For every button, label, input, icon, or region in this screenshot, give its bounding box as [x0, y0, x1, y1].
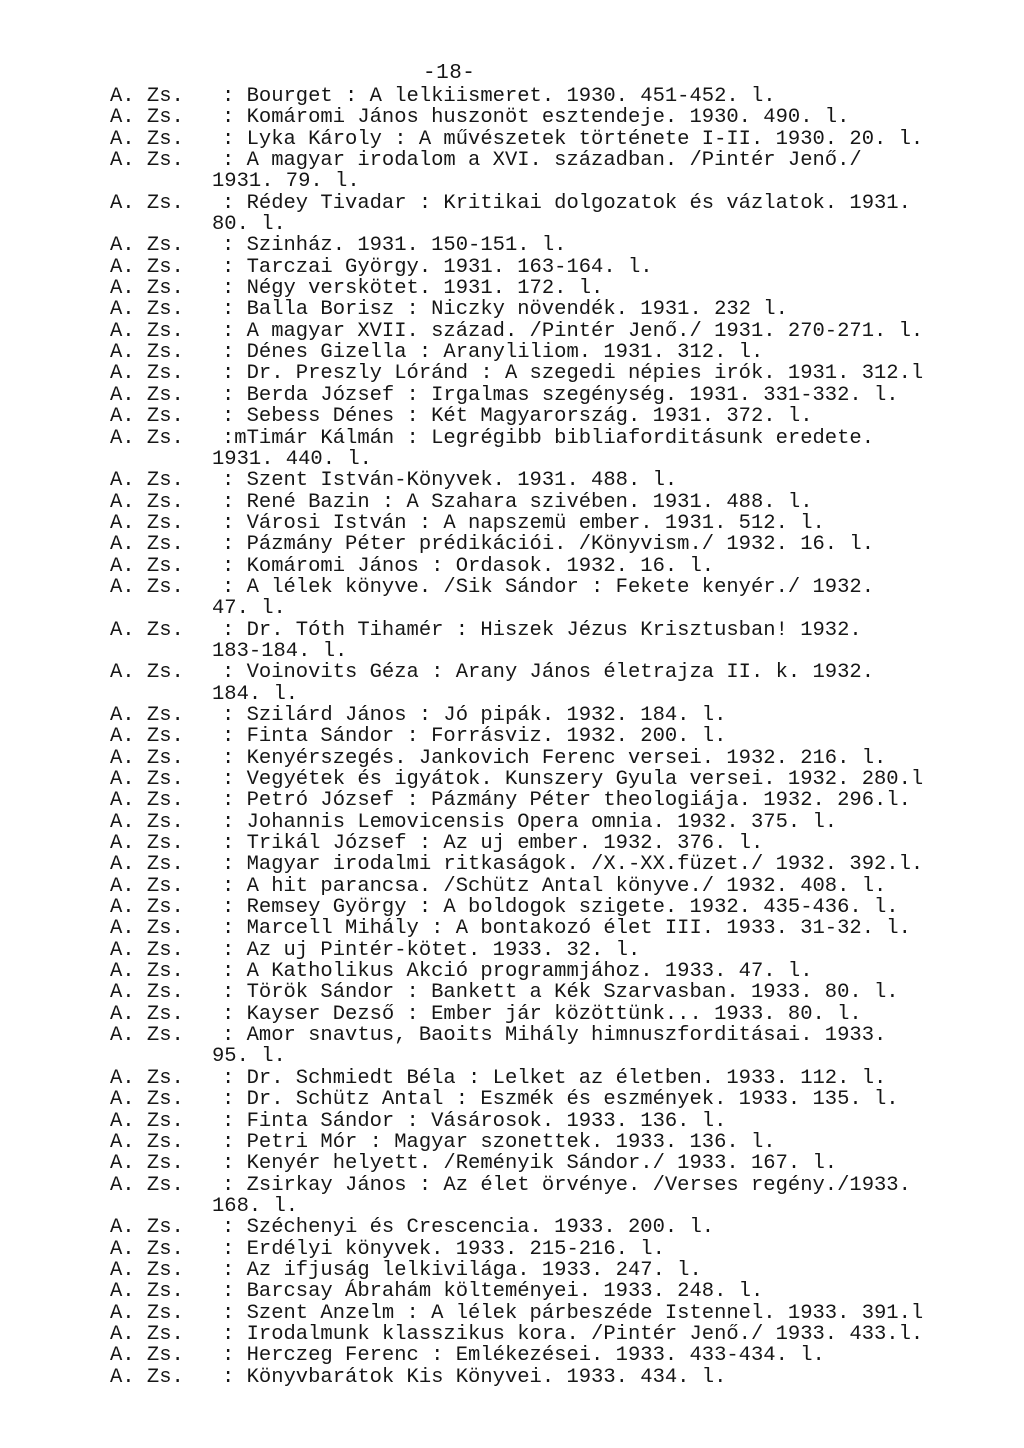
- page-number: -18-: [423, 62, 476, 85]
- entry-author: A. Zs.: [110, 618, 184, 642]
- bibliography-entry: [110, 193, 1010, 214]
- entry-continuation: 183-184. l.: [212, 639, 348, 663]
- bibliography-entry: [110, 1111, 1010, 1132]
- entry-text: : Szilárd János : Jó pipák. 1932. 184. l.: [222, 703, 727, 727]
- entry-text: : Széchenyi és Crescencia. 1933. 200. l.: [222, 1216, 715, 1240]
- entry-author: A. Zs.: [110, 1173, 184, 1197]
- entry-author: A. Zs.: [110, 277, 184, 301]
- bibliography-entry: [110, 854, 1010, 875]
- bibliography-entry: [110, 1239, 1010, 1260]
- bibliography-entry: [110, 470, 1010, 491]
- bibliography-entry: [110, 769, 1010, 790]
- entry-author: A. Zs.: [110, 896, 184, 920]
- entry-text: : A Katholikus Akció programmjához. 1933. 47. l.: [222, 960, 813, 984]
- bibliography-entry: [110, 940, 1010, 961]
- entry-author: A. Zs.: [110, 768, 184, 791]
- entry-author: A. Zs.: [110, 1322, 184, 1346]
- entry-author: A. Zs.: [110, 1258, 184, 1282]
- bibliography-entry: [110, 299, 1010, 320]
- entry-author: A. Zs.: [110, 383, 184, 407]
- entry-continuation: 184. l.: [212, 682, 299, 706]
- bibliography-entry: [110, 278, 1010, 299]
- entry-author: A. Zs.: [110, 661, 184, 685]
- entry-author: A. Zs.: [110, 703, 184, 727]
- entry-text: : Trikál József : Az uj ember. 1932. 376. l.: [222, 832, 764, 856]
- bibliography-entry: [110, 1132, 1010, 1153]
- bibliography-entry: [110, 833, 1010, 854]
- entry-text: : Pázmány Péter prédikációi. /Könyvism./ 1932. 16. l.: [222, 533, 875, 557]
- bibliography-entry: [110, 705, 1010, 726]
- entry-author: A. Zs.: [110, 1152, 184, 1176]
- bibliography-entry: [110, 1217, 1010, 1238]
- entry-text: : A lélek könyve. /Sik Sándor : Fekete kenyér./ 1932.: [222, 575, 875, 599]
- entry-continuation: 1931. 79. l.: [212, 170, 360, 194]
- entry-text: : Az uj Pintér-kötet. 1933. 32. l.: [222, 938, 641, 962]
- bibliography-entry: [110, 235, 1010, 256]
- entry-text: : Herczeg Ferenc : Emlékezései. 1933. 433-434. l.: [222, 1344, 825, 1368]
- entry-text: : Voinovits Géza : Arany János életrajza II. k. 1932.: [222, 661, 875, 685]
- entry-author: A. Zs.: [110, 234, 184, 258]
- entry-text: : Dr. Preszly Lóránd : A szegedi népies irók. 1931. 312.l: [222, 362, 924, 386]
- entry-text: : Az ifjuság lelkivilága. 1933. 247. l.: [222, 1258, 702, 1282]
- bibliography-entry: [110, 363, 1010, 384]
- entry-text: : Dr. Tóth Tihamér : Hiszek Jézus Krisztusban! 1932.: [222, 618, 862, 642]
- entry-author: A. Zs.: [110, 575, 184, 599]
- bibliography-entry: [110, 129, 1010, 150]
- bibliography-entry: [110, 428, 1010, 449]
- entry-author: A. Zs.: [110, 832, 184, 856]
- bibliography-entry: [110, 1281, 1010, 1302]
- entry-text: : Kayser Dezső : Ember jár közöttünk... 1933. 80. l.: [222, 1002, 862, 1026]
- bibliography-entry: [110, 726, 1010, 747]
- entry-text: : Zsirkay János : Az élet örvénye. /Verses regény./1933.: [222, 1173, 911, 1197]
- entry-text: : Barcsay Ábrahám költeményei. 1933. 248. l.: [222, 1280, 764, 1304]
- bibliography-entry: [110, 1260, 1010, 1281]
- entry-author: A. Zs.: [110, 149, 184, 173]
- entry-text: : Magyar irodalmi ritkaságok. /X.-XX.füzet./ 1932. 392.l.: [222, 853, 924, 877]
- entry-author: A. Zs.: [110, 469, 184, 493]
- entry-text: : Finta Sándor : Forrásviz. 1932. 200. l.: [222, 725, 727, 749]
- entry-author: A. Zs.: [110, 1088, 184, 1112]
- entry-text: : Balla Borisz : Niczky növendék. 1931. 232 l.: [222, 298, 788, 322]
- bibliography-entry: [110, 961, 1010, 982]
- entry-author: A. Zs.: [110, 1130, 184, 1154]
- entry-continuation: 168. l.: [212, 1194, 299, 1218]
- entry-author: A. Zs.: [110, 191, 184, 215]
- entry-author: A. Zs.: [110, 1365, 184, 1389]
- bibliography-entry: [110, 513, 1010, 534]
- entry-text: : Johannis Lemovicensis Opera omnia. 1932. 375. l.: [222, 810, 838, 834]
- entry-text: : Finta Sándor : Vásárosok. 1933. 136. l.: [222, 1109, 727, 1133]
- bibliography-entry: [110, 748, 1010, 769]
- entry-text: : Petri Mór : Magyar szonettek. 1933. 136. l.: [222, 1130, 776, 1154]
- entry-author: A. Zs.: [110, 341, 184, 365]
- bibliography-entry: [110, 897, 1010, 918]
- entry-continuation: 47. l.: [212, 597, 286, 621]
- entry-author: A. Zs.: [110, 810, 184, 834]
- entry-author: A. Zs.: [110, 1066, 184, 1090]
- entry-text: : Könyvbarátok Kis Könyvei. 1933. 434. l.: [222, 1365, 727, 1389]
- bibliography-entry: [110, 534, 1010, 555]
- entry-text: : Négy verskötet. 1931. 172. l.: [222, 277, 604, 301]
- entry-continuation: 1931. 440. l.: [212, 447, 372, 471]
- bibliography-entry: [110, 1175, 1010, 1196]
- bibliography-entry: [110, 321, 1010, 342]
- entry-author: A. Zs.: [110, 938, 184, 962]
- entry-text: : Komáromi János : Ordasok. 1932. 16. l.: [222, 554, 715, 578]
- entry-text: : Irodalmunk klasszikus kora. /Pintér Jenő./ 1933. 433.l.: [222, 1322, 924, 1346]
- entry-continuation: 95. l.: [212, 1045, 286, 1069]
- entry-text: : Petró József : Pázmány Péter theologiája. 1932. 296.l.: [222, 789, 911, 813]
- entry-author: A. Zs.: [110, 853, 184, 877]
- bibliography-entry: [110, 620, 1010, 641]
- entry-text: : Dr. Schmiedt Béla : Lelket az életben. 1933. 112. l.: [222, 1066, 887, 1090]
- entry-author: A. Zs.: [110, 746, 184, 770]
- bibliography-entry: [110, 492, 1010, 513]
- entry-author: A. Zs.: [110, 490, 184, 514]
- entry-text: : Amor snavtus, Baoits Mihály himnuszforditásai. 1933.: [222, 1024, 887, 1048]
- entry-text: : Dénes Gizella : Aranyliliom. 1931. 312. l.: [222, 341, 764, 365]
- entry-author: A. Zs.: [110, 405, 184, 429]
- entry-author: A. Zs.: [110, 1344, 184, 1368]
- entry-text: : Szinház. 1931. 150-151. l.: [222, 234, 567, 258]
- entry-author: A. Zs.: [110, 789, 184, 813]
- bibliography-entry: [110, 107, 1010, 128]
- entry-author: A. Zs.: [110, 874, 184, 898]
- entry-author: A. Zs.: [110, 1109, 184, 1133]
- entry-author: A. Zs.: [110, 362, 184, 386]
- bibliography-list: [110, 86, 1010, 1388]
- bibliography-entry: [110, 342, 1010, 363]
- entry-author: A. Zs.: [110, 960, 184, 984]
- entry-author: A. Zs.: [110, 1301, 184, 1325]
- entry-text: : Marcell Mihály : A bontakozó élet III. 1933. 31-32. l.: [222, 917, 911, 941]
- entry-text: : A hit parancsa. /Schütz Antal könyve./ 1932. 408. l.: [222, 874, 887, 898]
- bibliography-entry: [110, 1004, 1010, 1025]
- entry-author: A. Zs.: [110, 533, 184, 557]
- entry-text: : Szent István-Könyvek. 1931. 488. l.: [222, 469, 678, 493]
- bibliography-entry: [110, 1153, 1010, 1174]
- bibliography-entry: [110, 1345, 1010, 1366]
- bibliography-entry: [110, 86, 1010, 107]
- bibliography-entry: [110, 385, 1010, 406]
- bibliography-entry: [110, 1025, 1010, 1046]
- entry-text: : Erdélyi könyvek. 1933. 215-216. l.: [222, 1237, 665, 1261]
- entry-text: : Bourget : A lelkiismeret. 1930. 451-452. l.: [222, 85, 776, 108]
- entry-author: A. Zs.: [110, 127, 184, 151]
- entry-text: : Berda József : Irgalmas szegénység. 1931. 331-332. l.: [222, 383, 899, 407]
- bibliography-entry: [110, 1324, 1010, 1345]
- bibliography-entry: [110, 406, 1010, 427]
- entry-text: : René Bazin : A Szahara szivében. 1931. 488. l.: [222, 490, 813, 514]
- entry-author: A. Zs.: [110, 511, 184, 535]
- entry-text: : A magyar irodalom a XVI. században. /Pintér Jenő./: [222, 149, 862, 173]
- entry-text: :mTimár Kálmán : Legrégibb bibliaforditásunk eredete.: [222, 426, 875, 450]
- entry-text: : Dr. Schütz Antal : Eszmék és eszmények. 1933. 135. l.: [222, 1088, 899, 1112]
- entry-author: A. Zs.: [110, 1024, 184, 1048]
- entry-text: : Remsey György : A boldogok szigete. 1932. 435-436. l.: [222, 896, 899, 920]
- entry-author: A. Zs.: [110, 1237, 184, 1261]
- bibliography-entry: [110, 577, 1010, 598]
- entry-author: A. Zs.: [110, 1280, 184, 1304]
- entry-text: : Szent Anzelm : A lélek párbeszéde Istennel. 1933. 391.l: [222, 1301, 924, 1325]
- entry-text: : Lyka Károly : A művészetek története I-II. 1930. 20. l.: [222, 127, 924, 151]
- entry-text: : Kenyér helyett. /Reményik Sándor./ 1933. 167. l.: [222, 1152, 838, 1176]
- bibliography-entry: [110, 812, 1010, 833]
- bibliography-entry: [110, 556, 1010, 577]
- bibliography-entry: [110, 982, 1010, 1003]
- entry-author: A. Zs.: [110, 319, 184, 343]
- entry-text: : Sebess Dénes : Két Magyarország. 1931. 372. l.: [222, 405, 813, 429]
- entry-author: A. Zs.: [110, 85, 184, 108]
- entry-author: A. Zs.: [110, 426, 184, 450]
- entry-author: A. Zs.: [110, 917, 184, 941]
- entry-author: A. Zs.: [110, 554, 184, 578]
- bibliography-entry: [110, 918, 1010, 939]
- bibliography-entry: [110, 1367, 1010, 1388]
- entry-author: A. Zs.: [110, 255, 184, 279]
- bibliography-entry: [110, 662, 1010, 683]
- entry-author: A. Zs.: [110, 106, 184, 130]
- entry-text: : Rédey Tivadar : Kritikai dolgozatok és vázlatok. 1931.: [222, 191, 911, 215]
- bibliography-entry: [110, 1089, 1010, 1110]
- entry-author: A. Zs.: [110, 981, 184, 1005]
- entry-text: : Vegyétek és igyátok. Kunszery Gyula versei. 1932. 280.l: [222, 768, 924, 791]
- entry-author: A. Zs.: [110, 1002, 184, 1026]
- bibliography-entry: [110, 1303, 1010, 1324]
- bibliography-entry: [110, 150, 1010, 171]
- entry-text: : Komáromi János huszonöt esztendeje. 1930. 490. l.: [222, 106, 850, 130]
- bibliography-entry: [110, 876, 1010, 897]
- bibliography-entry: [110, 790, 1010, 811]
- bibliography-entry: [110, 1068, 1010, 1089]
- entry-text: : Városi István : A napszemü ember. 1931. 512. l.: [222, 511, 825, 535]
- entry-text: : Tarczai György. 1931. 163-164. l.: [222, 255, 653, 279]
- entry-author: A. Zs.: [110, 725, 184, 749]
- entry-text: : A magyar XVII. század. /Pintér Jenő./ 1931. 270-271. l.: [222, 319, 924, 343]
- bibliography-entry: [110, 257, 1010, 278]
- entry-continuation: 80. l.: [212, 213, 286, 237]
- entry-author: A. Zs.: [110, 1216, 184, 1240]
- entry-text: : Török Sándor : Bankett a Kék Szarvasban. 1933. 80. l.: [222, 981, 899, 1005]
- entry-author: A. Zs.: [110, 298, 184, 322]
- entry-text: : Kenyérszegés. Jankovich Ferenc versei. 1932. 216. l.: [222, 746, 887, 770]
